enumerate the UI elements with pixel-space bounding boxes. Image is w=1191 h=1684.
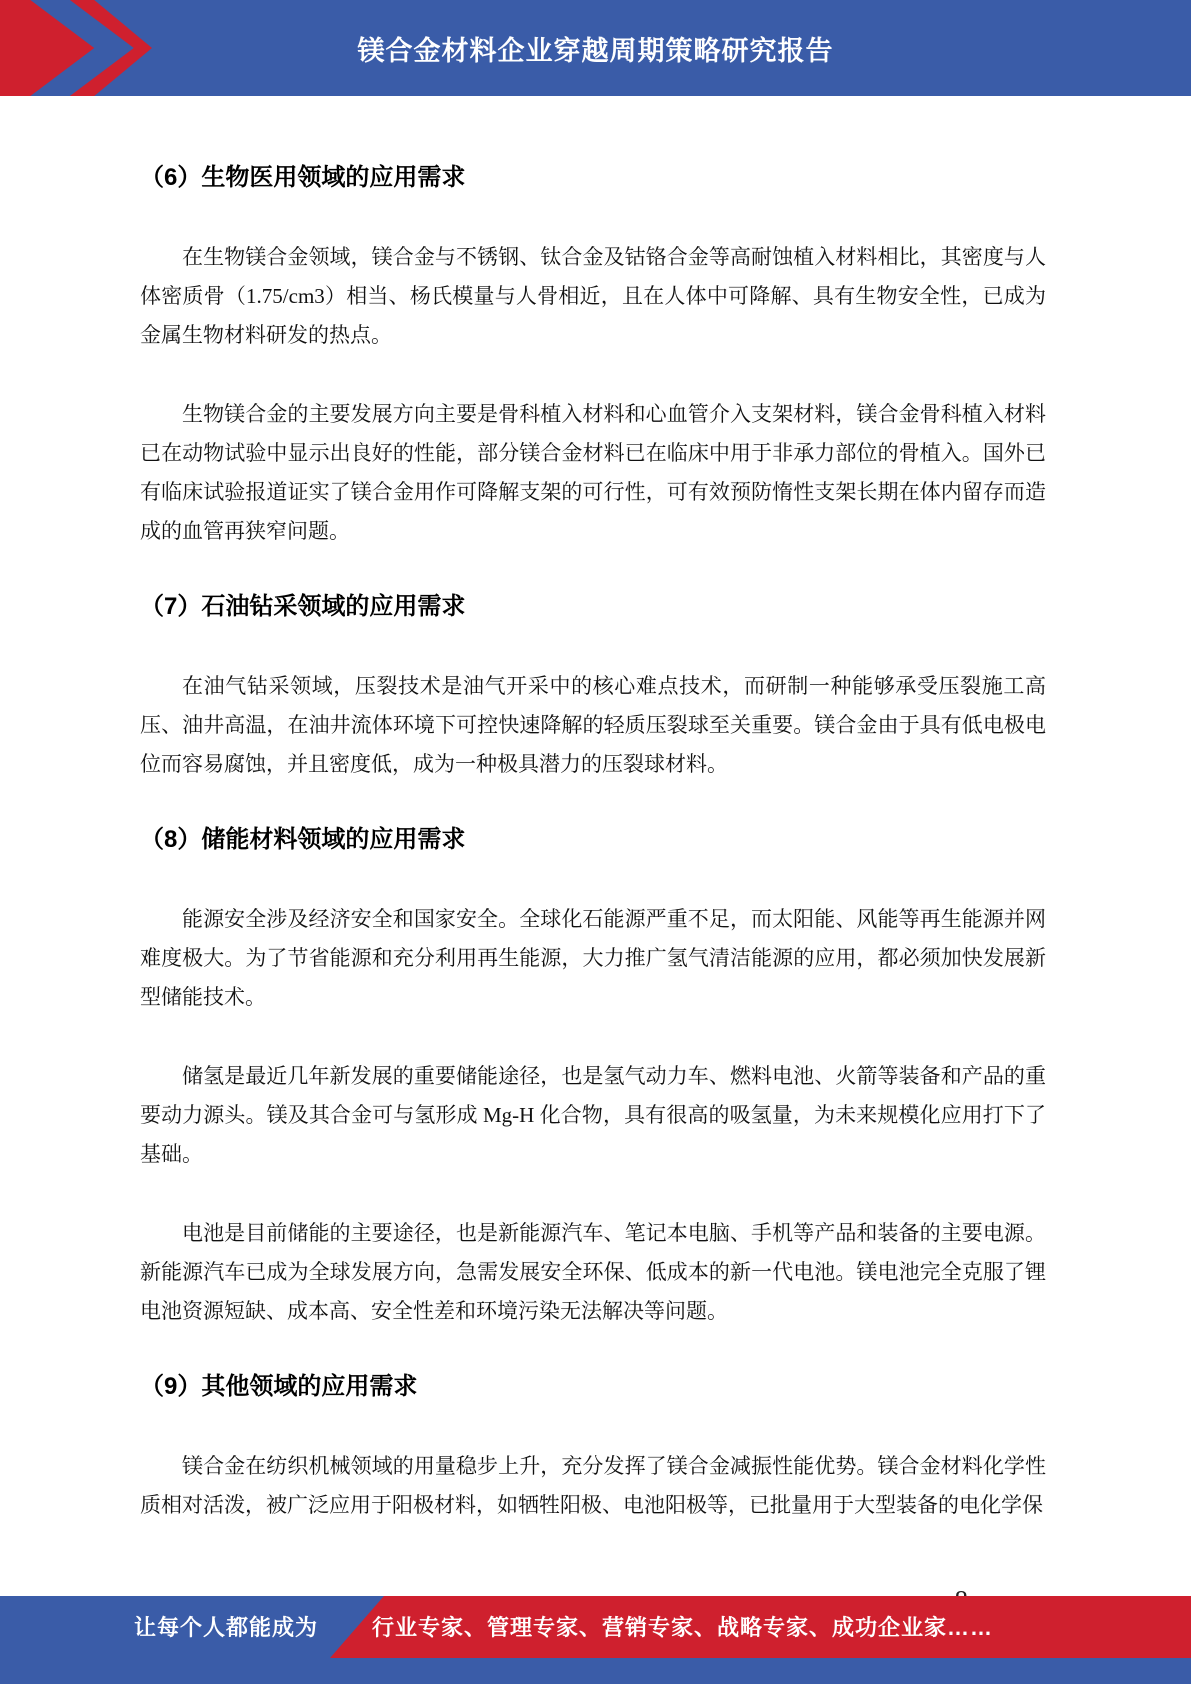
paragraph: 在生物镁合金领域，镁合金与不锈钢、钛合金及钴铬合金等高耐蚀植入材料相比，其密度与人体密质骨（1.75/cm3）相当、杨氏模量与人骨相近，且在人体中可降解、具有生物安全性，已成为金属生物材料研发的热点。 [140,245,1046,347]
page-header [0,0,1191,96]
paragraph: 电池是目前储能的主要途径，也是新能源汽车、笔记本电脑、手机等产品和装备的主要电源。新能源汽车已成为全球发展方向，急需发展安全环保、低成本的新一代电池。镁电池完全克服了锂电池资源短缺、成本高、安全性差和环境污染无法解决等问题。 [140,1221,1046,1323]
footer-slogan-left: 让每个人都能成为 [134,1615,319,1640]
section-oil-drilling [140,591,1046,784]
section-heading-8: （8）储能材料领域的应用需求 [140,826,466,853]
document-body [0,96,1191,1616]
report-title: 镁合金材料企业穿越周期策略研究报告 [357,35,834,66]
paragraph: 生物镁合金的主要发展方向主要是骨科植入材料和心血管介入支架材料，镁合金骨科植入材料已在动物试验中显示出良好的性能，部分镁合金材料已在临床中用于非承力部位的骨植入。国外已有临床试验报道证实了镁合金用作可降解支架的可行性，可有效预防惰性支架长期在体内留存而造成的血管再狭窄问题。 [140,402,1046,543]
paragraph: 能源安全涉及经济安全和国家安全。全球化石能源严重不足，而太阳能、风能等再生能源并网难度极大。为了节省能源和充分利用再生能源，大力推广氢气清洁能源的应用，都必须加快发展新型储能技术。 [140,907,1046,1009]
footer-slogan-right: 行业专家、管理专家、营销专家、战略专家、成功企业家…… [372,1615,994,1640]
paragraph: 储氢是最近几年新发展的重要储能途径，也是氢气动力车、燃料电池、火箭等装备和产品的重要动力源头。镁及其合金可与氢形成 Mg-H 化合物，具有很高的吸氢量，为未来规模化应用打下了基础。 [140,1064,1046,1166]
paragraph: 镁合金在纺织机械领域的用量稳步上升，充分发挥了镁合金减振性能优势。镁合金材料化学性质相对活泼，被广泛应用于阳极材料，如牺牲阳极、电池阳极等，已批量用于大型装备的电化学保 [140,1454,1046,1517]
section-heading-9: （9）其他领域的应用需求 [140,1373,418,1400]
page-footer [0,1596,1191,1684]
section-biomedical [140,162,1046,551]
paragraph: 在油气钻采领域，压裂技术是油气开采中的核心难点技术，而研制一种能够承受压裂施工高压、油井高温，在油井流体环境下可控快速降解的轻质压裂球至关重要。镁合金由于具有低电极电位而容易腐蚀，并且密度低，成为一种极具潜力的压裂球材料。 [140,674,1046,776]
section-heading-7: （7）石油钻采领域的应用需求 [140,593,466,620]
section-heading-6: （6）生物医用领域的应用需求 [140,164,466,191]
section-energy-storage [140,824,1046,1331]
section-other-fields [140,1371,1046,1525]
header-arrow-decoration [0,0,152,96]
